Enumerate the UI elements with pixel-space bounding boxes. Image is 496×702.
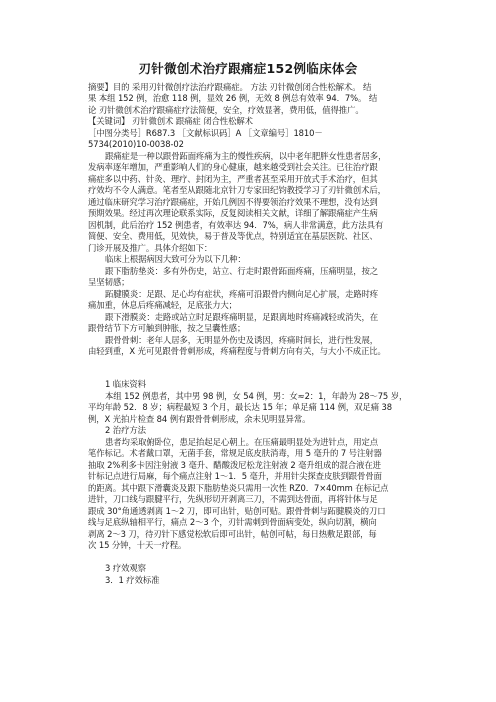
body-line: 预期效果。经过再次理论联系实际，反复阅读相关文献，详细了解跟痛症产生病 (88, 208, 378, 218)
body-line: 抽取 2%利多卡因注射液 3 毫升、醋酸泼尼松龙注射液 2 毫升组成的混合液在进 (88, 460, 381, 470)
body-line: 由轻到重，X 光可见跟骨骨刺形成，疼痛程度与骨刺方向有关，与大小不成正比。 (88, 346, 386, 356)
classification-line: ［中图分类号］R687.3 ［文献标识码］A ［文章编号］1810－ (88, 128, 323, 138)
article-number-line: 5734(2010)10-0038-02 (88, 139, 184, 149)
body-line: 本组 152 例患者，其中男 98 例，女 54 例，男：女≈2：1，年龄为 28～75 岁， (105, 391, 408, 401)
section-heading: 3 疗效观察 (105, 563, 146, 573)
body-line: 疗效均不令人满意。笔者至从跟随北京针刀专家田纪钧教授学习了刃针微创术后， (88, 185, 386, 195)
body-line: 发病率逐年增加，严重影响人们的身心健康，越来越受到社会关注。已往治疗跟 (88, 162, 378, 172)
body-line: 笔作标记。术者戴口罩，无菌手套，常规足底皮肤消毒，用 5 毫升的 7 号注射器 (88, 448, 382, 458)
body-line: 门诊开展及推广。具体介绍如下： (88, 243, 213, 253)
body-line: 简便、安全、费用低，见效快，易于普及等优点，特别适宜在基层医院、社区、 (88, 231, 378, 241)
body-line: 患者均采取俯卧位，患足抬起足心朝上。在压痛最明显处为进针点，用定点 (105, 437, 379, 447)
body-line: 临床上根据病因大致可分为以下几种： (105, 254, 246, 264)
abstract-line: 论 刃针微创术治疗跟痛症疗法简便，安全，疗效显著，费用低，值得推广。 (88, 105, 364, 115)
body-line: 因机制，此后治疗 152 例患者，有效率达 94．7%，病人非常满意，此方法具有 (88, 220, 384, 230)
body-line: 呈坚韧感； (88, 277, 130, 287)
body-line: 跟成 30°角通透剥离 1～2 刀，即可出针，贴创可贴。跟骨骨刺与跖腱膜炎的刀口 (88, 506, 386, 516)
body-line: 次 15 分钟，十天一疗程。 (88, 540, 187, 550)
body-line: 跟下滑膜炎：走路或站立时足跟疼痛明显，足跟离地时疼痛减轻或消失，在 (105, 312, 379, 322)
body-line: 跟下脂肪垫炎：多有外伤史，站立、行走时跟骨跖面疼痛，压痛明显，按之 (105, 266, 379, 276)
body-line: 的距离。其中跟下滑囊炎及跟下脂肪垫炎只需用一次性 RZ0．7×40mm 在标记点 (88, 483, 389, 493)
body-line: 痛症多以中药、针灸、理疗、封闭为主，严重者甚至采用开放式手术治疗，但其 (88, 174, 378, 184)
body-line: 剥离 2～3 刀，待刃针下感觉松软后即可出针，帖创可帖，每日热敷足跟部，每 (88, 529, 377, 539)
body-line: 跟骨结节下方可触到肿胀，按之呈囊性感； (88, 323, 246, 333)
body-line: 针标记点进行局麻，每个痛点注射 1～1．5 毫升，并用针尖探查皮肤到跟骨骨面 (88, 471, 382, 481)
abstract-line: 摘要】目的 采用刃针微创疗法治疗跟痛症。 方法 刃针微创闭合性松解术。 结 (88, 82, 372, 92)
subsection-heading: 3．1 疗效标准 (105, 575, 160, 585)
body-line: 跟骨骨刺：老年人居多，无明显外伤史及诱因，疼痛时间长，进行性发展， (105, 335, 379, 345)
body-line: 线与足底纵轴相平行，痛点 2～3 个，刃针需刺到骨面病变处，纵向切割，横向 (88, 517, 377, 527)
body-line: 跖腱膜炎：足跟、足心均有症状，疼痛可沿跟骨内侧向足心扩展，走路时疼 (105, 289, 379, 299)
body-line: 痛加重，休息后疼痛减轻，足底张力大； (88, 300, 237, 310)
body-line: 进针，刀口线与跟腱平行，先纵形切开剥离三刀，不需到达骨面，再将针体与足 (88, 494, 378, 504)
section-heading: 2 治疗方法 (105, 425, 146, 435)
page-title: 刃针微创术治疗跟痛症152例临床体会 (138, 61, 358, 76)
section-heading: 1 临床资料 (105, 379, 146, 389)
body-line: 跟痛症是一种以跟骨跖面疼痛为主的慢性疾病，以中老年肥胖女性患者居多， (105, 151, 387, 161)
body-line: 平均年龄 52．8 岁；病程最短 3 个月，最长达 15 年；单足痛 114 例，双足痛 38 (88, 402, 392, 412)
body-line: 例，X 光拍片检查 84 例有跟骨骨刺形成，余未见明显异常。 (88, 414, 311, 424)
abstract-line: 果 本组 152 例，治愈 118 例，显效 26 例，无效 8 例总有效率 94．7%。 结 (88, 93, 378, 103)
keywords-line: 【关键词】 刃针微创术 跟痛症 闭合性松解术 (88, 116, 253, 126)
body-line: 通过临床研究学习治疗跟痛症，开始几例因不得要领治疗效果不理想，没有达到 (88, 197, 378, 207)
